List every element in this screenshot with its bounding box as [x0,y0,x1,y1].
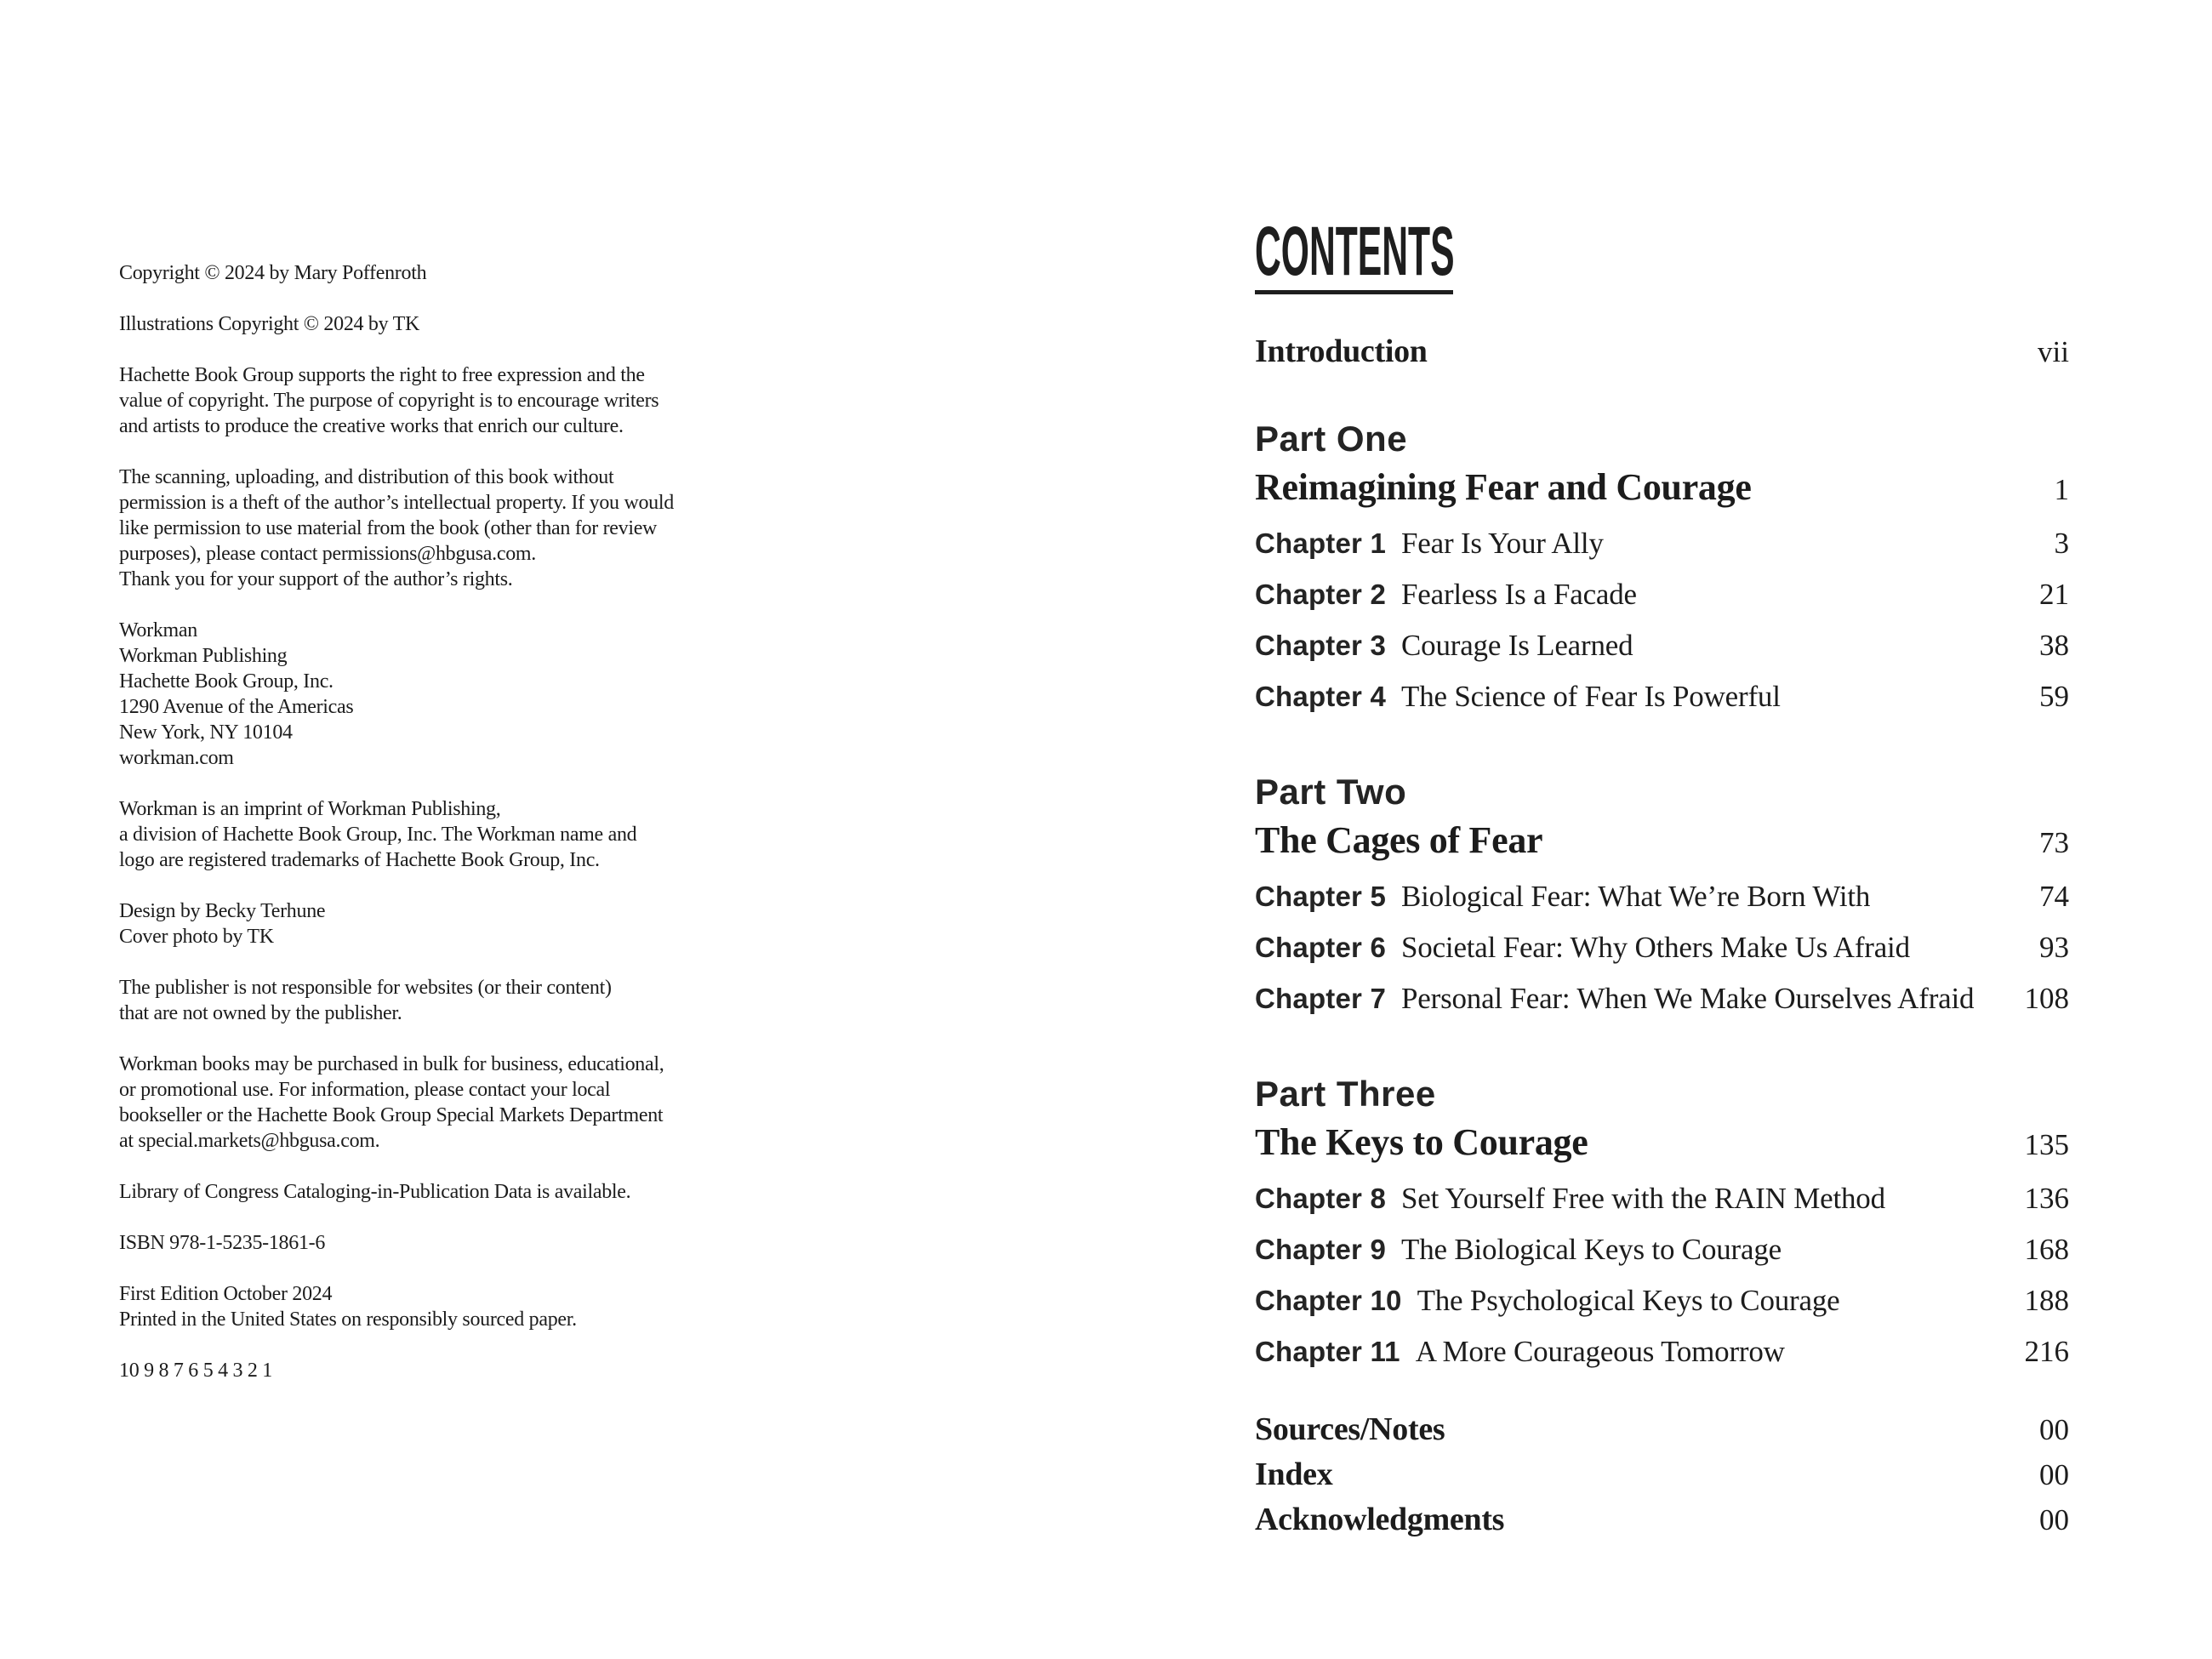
text-line: Workman [119,619,197,641]
chapter-title: Courage Is Learned [1401,629,1633,662]
chapter-label: Chapter 4 [1255,681,1387,712]
toc-row-chapter [1255,1278,2069,1329]
text-line: value of copyright. The purpose of copyright is to encourage writers [119,390,659,412]
chapter-title: Fearless Is a Facade [1401,578,1637,611]
text-line: Workman Publishing [119,645,288,667]
toc-row-chapter [1255,572,2069,623]
toc-row-chapter [1255,521,2069,572]
part-title-row [1255,818,2069,865]
toc-row-back-matter [1255,1497,2069,1542]
text-line: Printed in the United States on responsibly sourced paper. [119,1308,577,1331]
back-matter-label: Sources/Notes [1255,1411,1445,1447]
part-title-row [1255,1120,2069,1167]
chapter-label: Chapter 11 [1255,1336,1400,1367]
paragraph [119,1281,1055,1332]
chapter-label: Chapter 2 [1255,579,1387,610]
page-number: 188 [2024,1284,2069,1317]
chapter-entry [1255,572,1637,623]
toc-part-2 [1255,772,2069,1027]
text-line: logo are registered trademarks of Hachette Book Group, Inc. [119,849,600,871]
page-number: 216 [2024,1335,2069,1368]
chapter-title: Societal Fear: Why Others Make Us Afraid [1401,931,1910,964]
text-line: purposes), please contact permissions@hbgusa.com. [119,543,536,565]
back-matter-label: Index [1255,1457,1333,1492]
chapter-label: Chapter 8 [1255,1183,1387,1214]
contents-title: CONTENTS [1255,213,1455,290]
chapter-list [1255,874,2069,1027]
paragraph [119,1179,1055,1205]
text-line: and artists to produce the creative works that enrich our culture. [119,415,624,437]
chapter-list [1255,1176,2069,1380]
text-line: 10 9 8 7 6 5 4 3 2 1 [119,1360,273,1382]
chapter-title: A More Courageous Tomorrow [1415,1335,1785,1368]
page-number: vii [2038,335,2069,368]
chapter-title: Personal Fear: When We Make Ourselves Afraid [1401,982,1975,1015]
paragraph [119,898,1055,949]
chapter-entry [1255,674,1781,725]
toc-row-chapter [1255,1176,2069,1227]
paragraph [119,362,1055,439]
paragraph [119,1052,1055,1154]
toc-row-chapter [1255,874,2069,925]
paragraph [119,796,1055,873]
toc-row-introduction [1255,332,2069,372]
toc-row-chapter [1255,623,2069,674]
text-line: Workman is an imprint of Workman Publishing, [119,798,501,820]
page-number: 21 [2039,578,2069,611]
toc-row-chapter [1255,1329,2069,1380]
chapter-label: Chapter 1 [1255,527,1387,559]
contents-page [1255,213,2069,1542]
chapter-entry [1255,976,1974,1027]
chapter-label: Chapter 7 [1255,983,1387,1014]
text-line: Thank you for your support of the author’s rights. [119,568,513,590]
page-number: 93 [2039,931,2069,964]
text-line: bookseller or the Hachette Book Group Special Markets Department [119,1104,664,1126]
text-line: workman.com [119,747,234,769]
chapter-entry [1255,874,1870,925]
toc-row-back-matter [1255,1452,2069,1497]
paragraph [119,311,1055,337]
paragraph [119,260,1055,286]
text-line: Workman books may be purchased in bulk for business, educational, [119,1053,664,1075]
table-of-contents [1255,332,2069,1542]
text-line: permission is a theft of the author’s intellectual property. If you would [119,492,674,514]
page-number: 00 [2039,1413,2069,1446]
paragraph [119,618,1055,771]
copyright-page [119,260,1055,1409]
page-number: 108 [2024,982,2069,1015]
chapter-entry [1255,1227,1782,1278]
page-number: 136 [2024,1182,2069,1215]
page-number: 168 [2024,1233,2069,1266]
text-line: 1290 Avenue of the Americas [119,696,354,718]
text-line: First Edition October 2024 [119,1283,333,1305]
page-number: 00 [2039,1458,2069,1491]
chapter-label: Chapter 3 [1255,630,1387,661]
page-number: 1 [2054,473,2069,506]
text-line: The scanning, uploading, and distribution of this book without [119,466,614,488]
chapter-title: The Psychological Keys to Courage [1417,1284,1840,1317]
toc-row-chapter [1255,1227,2069,1278]
paragraph [119,465,1055,592]
text-line: ISBN 978-1-5235-1861-6 [119,1232,326,1254]
part-title-row [1255,465,2069,512]
text-line: a division of Hachette Book Group, Inc. The Workman name and [119,824,637,846]
text-line: Hachette Book Group, Inc. [119,670,334,693]
chapter-entry [1255,521,1604,572]
chapter-entry [1255,1176,1885,1227]
toc-row-chapter [1255,674,2069,725]
part-label: Part Three [1255,1074,1436,1114]
page-number: 74 [2039,880,2069,913]
text-line: Illustrations Copyright © 2024 by TK [119,313,419,335]
text-line: New York, NY 10104 [119,721,293,744]
toc-row-chapter [1255,925,2069,976]
text-line: The publisher is not responsible for websites (or their content) [119,977,612,999]
toc-row-back-matter [1255,1407,2069,1452]
part-title: The Keys to Courage [1255,1121,1588,1163]
text-line: Copyright © 2024 by Mary Poffenroth [119,262,427,284]
toc-row-chapter [1255,976,2069,1027]
chapter-label: Chapter 9 [1255,1234,1387,1265]
page-number: 00 [2039,1503,2069,1536]
chapter-title: The Biological Keys to Courage [1401,1233,1782,1266]
paragraph [119,1230,1055,1256]
text-line: like permission to use material from the book (other than for review [119,517,658,539]
paragraph [119,975,1055,1026]
chapter-title: Fear Is Your Ally [1401,527,1604,560]
toc-part-1 [1255,419,2069,725]
text-line: Design by Becky Terhune [119,900,326,922]
chapter-title: Set Yourself Free with the RAIN Method [1401,1182,1885,1215]
part-title: Reimagining Fear and Courage [1255,466,1752,508]
chapter-title: Biological Fear: What We’re Born With [1401,880,1871,913]
part-label: Part Two [1255,772,1407,812]
chapter-label: Chapter 6 [1255,932,1387,963]
chapter-entry [1255,623,1633,674]
introduction-label: Introduction [1255,334,1428,369]
part-label: Part One [1255,419,1408,459]
back-matter [1255,1407,2069,1542]
chapter-entry [1255,925,1910,976]
chapter-list [1255,521,2069,725]
part-title: The Cages of Fear [1255,819,1543,861]
text-line: at special.markets@hbgusa.com. [119,1130,380,1152]
back-matter-label: Acknowledgments [1255,1502,1505,1537]
toc-part-3 [1255,1075,2069,1380]
text-line: Cover photo by TK [119,926,274,948]
page-number: 135 [2024,1128,2069,1161]
chapter-entry [1255,1329,1785,1380]
chapter-title: The Science of Fear Is Powerful [1401,680,1781,713]
title-underline [1255,290,1453,294]
page-number: 3 [2054,527,2069,560]
copyright-text-block [119,260,1055,1383]
text-line: Library of Congress Cataloging-in-Publication Data is available. [119,1181,631,1203]
chapter-label: Chapter 5 [1255,881,1387,912]
text-line: Hachette Book Group supports the right to free expression and the [119,364,645,386]
chapter-entry [1255,1278,1839,1329]
page-number: 38 [2039,629,2069,662]
text-line: that are not owned by the publisher. [119,1002,402,1024]
text-line: or promotional use. For information, please contact your local [119,1079,611,1101]
paragraph [119,1358,1055,1383]
page-number: 73 [2039,826,2069,859]
page-number: 59 [2039,680,2069,713]
chapter-label: Chapter 10 [1255,1285,1402,1316]
